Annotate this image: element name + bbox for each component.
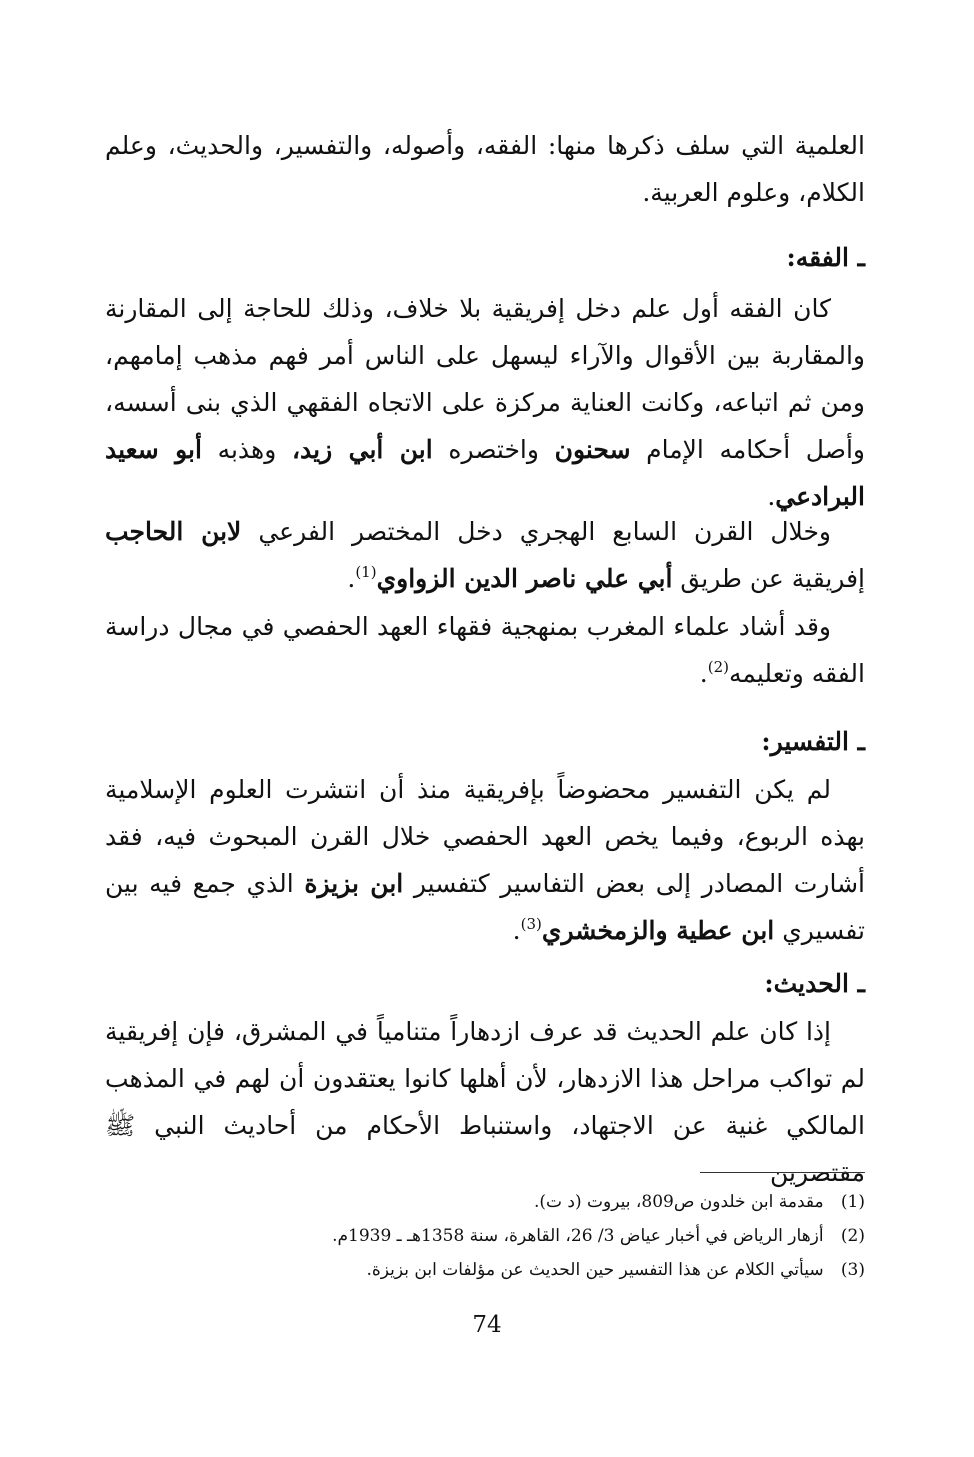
fiqh-p3-text-a: وقد أشاد علماء المغرب بمنهجية فقهاء العهد الحفصي في مجال دراسة الفقه وتعليمه xyxy=(105,612,865,688)
footnote-2-text: أزهار الرياض في أخبار عياض 3/ 26، القاهرة، سنة 1358هـ ـ 1939م. xyxy=(332,1226,824,1246)
tafsir-p1-bold-ibn-atiyya-zamakhshari: ابن عطية والزمخشري xyxy=(541,916,775,945)
footnote-2 xyxy=(105,1224,865,1248)
hadith-heading: ـ الحديث: xyxy=(764,969,865,998)
intro-paragraph xyxy=(105,122,865,216)
hadith-paragraph-1 xyxy=(105,1008,865,1196)
footnote-3-number: (3) xyxy=(840,1260,865,1280)
fiqh-p1-text-d: وهذبه xyxy=(217,435,277,464)
fiqh-p2-text-a: وخلال القرن السابع الهجري دخل المختصر الفرعي xyxy=(258,517,831,546)
fiqh-paragraph-3 xyxy=(105,603,865,697)
footnote-2-number: (2) xyxy=(840,1226,865,1246)
tafsir-p1-bold-ibn-bazizah: ابن بزيزة xyxy=(304,869,404,898)
fiqh-p2-bold-ibn-hajib: لابن الحاجب xyxy=(105,517,242,546)
hadith-p1-text: إذا كان علم الحديث قد عرف ازدهاراً متنامياً في المشرق، فإن إفريقية لم تواكب مراحل هذا الازدهار، لأن أهلها كانوا يعتقدون أن لهم في المذهب المالكي غنية عن الاجتهاد، واستنباط الأحكام من أحاديث النبي ﷺ مقتصرين xyxy=(105,1017,865,1187)
tafsir-p1-text-c: الذي جمع فيه بين تفسيري xyxy=(105,869,865,945)
footnote-1 xyxy=(105,1190,865,1214)
fiqh-p1-bold-sahnun: سحنون xyxy=(554,435,631,464)
footnote-3-text: سيأتي الكلام عن هذا التفسير حين الحديث عن مؤلفات ابن بزيزة. xyxy=(366,1260,824,1280)
footnote-3 xyxy=(105,1258,865,1282)
footnote-ref-2[interactable]: (2) xyxy=(707,658,730,676)
footnote-divider xyxy=(700,1172,865,1173)
fiqh-p1-text-a: كان الفقه أول علم دخل إفريقية بلا خلاف، وذلك للحاجة إلى المقارنة والمقاربة بين الأقوال والآراء ليسهل على الناس أمر فهم مذهب إمامهم، ومن ثم اتباعه، وكانت العناية مركزة على الاتجاه الفقهي الذي بنى أسسه، وأصل أحكامه الإمام xyxy=(105,294,865,464)
footnote-1-number: (1) xyxy=(840,1192,865,1212)
fiqh-p1-bold-ibn-abi-zayd: ابن أبي زيد، xyxy=(291,435,433,464)
tafsir-paragraph-1 xyxy=(105,766,865,954)
page-number: 74 xyxy=(472,1312,502,1338)
tafsir-p1-text-a: لم يكن التفسير محضوضاً بإفريقية منذ أن انتشرت العلوم الإسلامية بهذه الربوع، وفيما يخص العهد الحفصي خلال القرن المبحوث فيه، فقد أشارت المصادر إلى بعض التفاسير كتفسير xyxy=(105,775,865,898)
fiqh-p2-text-c: إفريقية عن طريق xyxy=(680,564,865,593)
footnote-ref-1[interactable]: (1) xyxy=(355,563,377,581)
footnote-ref-3[interactable]: (3) xyxy=(520,915,542,933)
fiqh-p2-text-e: . xyxy=(347,564,356,593)
fiqh-paragraph-1 xyxy=(105,285,865,520)
intro-text: العلمية التي سلف ذكرها منها: الفقه، وأصوله، والتفسير، والحديث، وعلم الكلام، وعلوم العربية. xyxy=(105,131,865,207)
fiqh-p1-text-c: واختصره xyxy=(448,435,539,464)
footnote-1-text: مقدمة ابن خلدون ص809، بيروت (د ت). xyxy=(533,1192,824,1212)
fiqh-p1-text-e: . xyxy=(767,482,776,511)
fiqh-p2-bold-zawawi: أبي علي ناصر الدين الزواوي xyxy=(376,564,673,593)
fiqh-heading: ـ الفقه: xyxy=(786,243,865,272)
fiqh-paragraph-2 xyxy=(105,508,865,602)
fiqh-p1-bold-baradhii: أبو سعيد البرادعي xyxy=(105,435,865,511)
fiqh-p3-text-e: . xyxy=(699,659,708,688)
tafsir-p1-text-e: . xyxy=(512,916,521,945)
tafsir-heading: ـ التفسير: xyxy=(761,727,865,756)
